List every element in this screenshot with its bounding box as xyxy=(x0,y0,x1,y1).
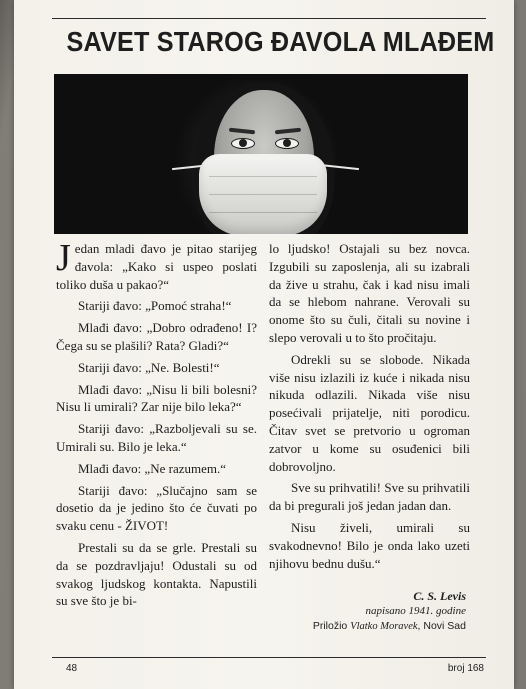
article-paragraph: Mlađi đavo: „Nisu li bili bolesni? Nisu li umirali? Zar nije bilo leka?“ xyxy=(56,381,257,415)
article-paragraph: lo ljudsko! Ostajali su bez novca. Izgubili su zaposlenja, ali su izabrali da žive u strahu, čak i kad nisu imali da se hlebom nahrane. Verovali su onome što su čuli, čitali su novine i slepo verovali u to što pročitaju. xyxy=(269,241,470,345)
signature-credit xyxy=(266,619,466,634)
top-rule xyxy=(52,18,486,19)
article-paragraph: Mlađi đavo: „Dobro odrađeno! I? Čega su se plašili? Rata? Gladi?“ xyxy=(56,320,257,353)
credit-name: Vlatko Moravek xyxy=(350,621,418,632)
article-body xyxy=(56,237,470,640)
article-paragraph: Mlađi đavo: „Ne razumem.“ xyxy=(78,460,226,476)
signature-author: C. S. Levis xyxy=(413,589,466,603)
article-paragraph: Sve su prihvatili! Sve su prihvatili da bi pregurali još jedan jadan dan. xyxy=(269,480,470,514)
credit-suffix: , Novi Sad xyxy=(417,620,466,632)
article-paragraph: Stariji đavo: „Slučajno sam se dosetio da je jedino što će čuvati po svaku cenu - ŽIVOT! xyxy=(56,482,257,534)
issue-number: broj 168 xyxy=(447,663,484,674)
drop-cap: J xyxy=(56,237,71,279)
article-column-left xyxy=(56,237,257,614)
credit-prefix: Priložio xyxy=(312,620,351,632)
bottom-rule xyxy=(52,657,486,658)
article-column-right xyxy=(269,240,470,576)
article-paragraph: Stariji đavo: „Pomoć straha!“ xyxy=(78,298,232,314)
mask-pleat xyxy=(209,176,317,177)
paragraph-text: edan mladi đavo je pitao starijeg đavola: „Kako si uspeo poslati toliko duša u pakao?“ xyxy=(56,241,257,292)
article-paragraph xyxy=(56,237,257,293)
photo-eye-left xyxy=(231,138,255,149)
article-headline: SAVET STAROG ĐAVOLA MLAĐEM xyxy=(66,26,495,57)
article-paragraph: Stariji đavo: „Ne. Bolesti!“ xyxy=(78,359,220,375)
photo-eye-right xyxy=(275,138,299,149)
magazine-page xyxy=(14,0,514,689)
mask-pleat xyxy=(209,194,317,195)
article-signature xyxy=(266,589,466,634)
page-number: 48 xyxy=(66,663,78,674)
article-paragraph: Odrekli su se slobode. Nikada više nisu izlazili iz kuće i nikada nisu nikuda odlazili. Nikada više nisu posećivali prijatelje, niti porodicu. Čitav svet se pretvorio u ogroman zatvor u kome su osuđenici bili dobrovoljno. xyxy=(269,351,470,474)
woman-with-face-mask-photo xyxy=(54,74,468,234)
article-paragraph: Nisu živeli, umirali su svakodnevno! Bilo je onda lako uzeti njihovu bednu dušu.“ xyxy=(269,519,470,571)
face-mask-shape xyxy=(199,154,327,234)
article-paragraph: Prestali su da se grle. Prestali su da se pozdravljaju! Odustali su od svakog ljudskog kontakta. Napustili su sve što je bi- xyxy=(56,539,257,609)
article-paragraph: Stariji đavo: „Razboljevali su se. Umirali su. Bilo je leka.“ xyxy=(56,421,257,454)
signature-date: napisano 1941. godine xyxy=(365,605,466,617)
mask-pleat xyxy=(209,212,317,213)
